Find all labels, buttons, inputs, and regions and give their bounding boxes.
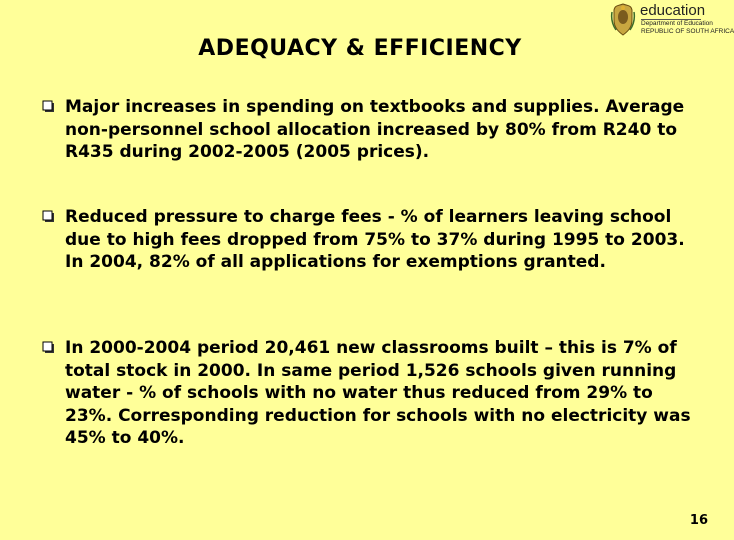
square-bullet-icon [43, 211, 54, 222]
bullet-item [43, 337, 703, 450]
slide-title-text: ADEQUACY & EFFICIENCY [198, 36, 522, 61]
page-number: 16 [689, 513, 708, 528]
logo-dept-line1: Department of Education [641, 20, 713, 27]
logo-dept-line2: REPUBLIC OF SOUTH AFRICA [641, 27, 734, 35]
logo-department [641, 20, 734, 35]
slide-title [0, 36, 720, 61]
education-logo [610, 2, 734, 38]
bullet-item [43, 96, 703, 164]
square-bullet-icon [43, 101, 54, 112]
square-bullet-icon [43, 342, 54, 353]
coat-of-arms-icon [610, 2, 636, 36]
bullet-item [43, 206, 703, 274]
bullet-text: Reduced pressure to charge fees - % of learners leaving school due to high fees dropped from 75% to 37% during 1995 to 2003. In 2004, 82% of all applications for exemptions granted. [65, 207, 685, 272]
bullet-text: Major increases in spending on textbooks and supplies. Average non-personnel school allocation increased by 80% from R240 to R435 during 2002-2005 (2005 prices). [65, 97, 685, 162]
logo-wordmark: education [640, 2, 706, 19]
bullet-text: In 2000-2004 period 20,461 new classrooms built – this is 7% of total stock in 2000. In same period 1,526 schools given running water - % of schools with no water thus reduced from 29% to 23%. Corresponding reduction for schools with no electricity was 45% to 40%. [65, 338, 691, 448]
